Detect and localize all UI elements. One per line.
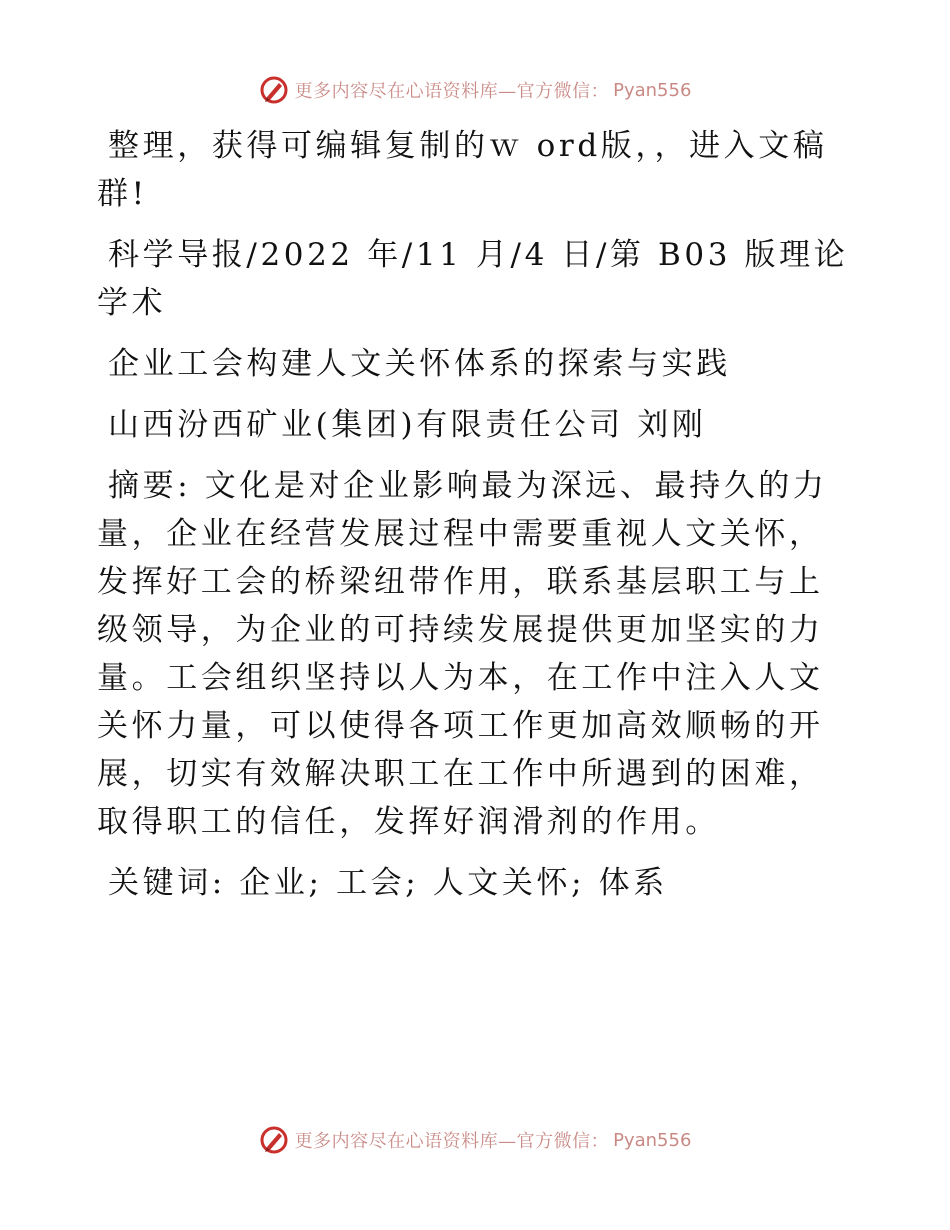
watermark-wechat-id: Pyan556 [613,79,692,101]
intro-paragraph: 整理，获得可编辑复制的ｗ ord版，，进入文稿群! [97,128,828,212]
watermark-header [0,73,950,107]
watermark-wechat-id: Pyan556 [613,1129,692,1151]
article-title: 企业工会构建人文关怀体系的探索与实践 [108,346,731,382]
author-line: 山西汾西矿业(集团)有限责任公司 刘刚 [108,407,707,443]
abstract-paragraph: 摘要: 文化是对企业影响最为深远、最持久的力量，企业在经营发展过程中需要重视人文关怀，发挥好工会的桥梁纽带作用，联系基层职工与上级领导，为企业的可持续发展提供更加坚实的力量。工会组织坚持以人为本，在工作中注入人文关怀力量，可以使得各项工作更加高效顺畅的开展，切实有效解决职工在工作中所遇到的困难，取得职工的信任，发挥好润滑剂的作用。 [97,468,828,840]
watermark-footer [0,1123,950,1157]
pen-logo-icon [259,1125,289,1155]
source-line: 科学导报/2022 年/11 月/4 日/第 B03 版理论学术 [97,237,849,321]
document-body [97,122,857,920]
watermark-text: 更多内容尽在心语资料库—官方微信： [294,1131,610,1152]
pen-logo-icon [259,75,289,105]
keywords-line: 关键词: 企业; 工会; 人文关怀; 体系 [108,865,668,901]
watermark-text: 更多内容尽在心语资料库—官方微信： [294,81,610,102]
